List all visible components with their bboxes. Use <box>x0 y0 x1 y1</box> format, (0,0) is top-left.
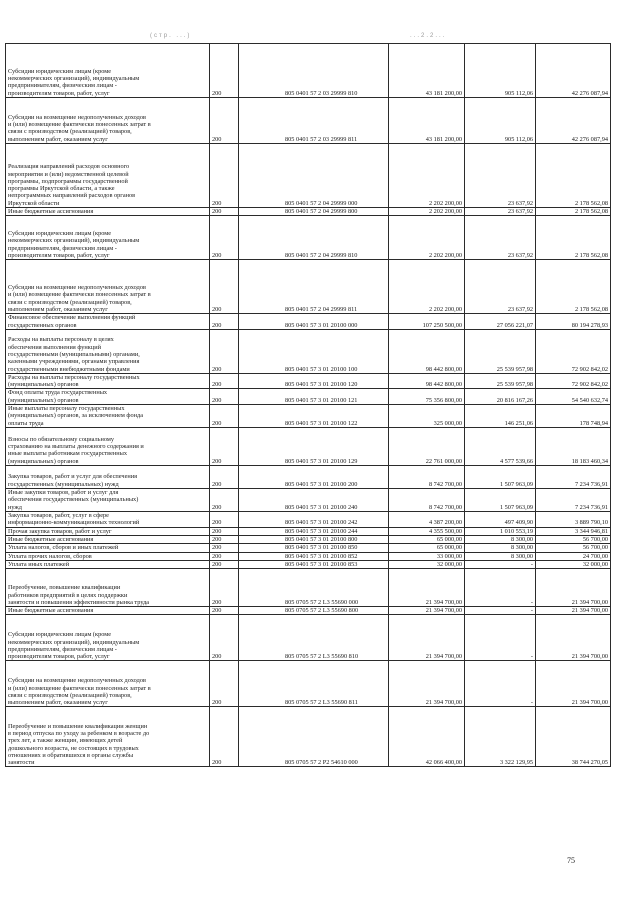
row-budget-code: 805 0705 57 2 L3 55690 811 <box>239 661 389 707</box>
row-remaining-amount: 7 234 736,91 <box>536 489 611 512</box>
row-remaining-amount: 72 902 842,02 <box>536 373 611 389</box>
row-executed-amount: 905 112,06 <box>465 98 536 144</box>
row-budget-code: 805 0705 57 2 L3 55690 000 <box>239 569 389 607</box>
row-remaining-amount: 24 700,00 <box>536 552 611 560</box>
row-name: Субсидии юридическим лицам (кроме некоммерческих организаций), индивидуальным предпринимателям, физическим лицам - производителям товаров, работ, услуг <box>6 615 210 661</box>
row-approved-amount: 21 394 700,00 <box>389 661 465 707</box>
row-code: 200 <box>210 144 239 208</box>
row-approved-amount: 8 742 700,00 <box>389 466 465 489</box>
row-name: Финансовое обеспечение выполнения функций государственных органов <box>6 314 210 330</box>
row-remaining-amount: 56 700,00 <box>536 544 611 552</box>
table-row <box>6 466 611 489</box>
row-approved-amount: 98 442 800,00 <box>389 373 465 389</box>
table-row <box>6 707 611 767</box>
row-remaining-amount: 2 178 562,08 <box>536 216 611 260</box>
row-budget-code: 805 0401 57 3 01 20100 120 <box>239 373 389 389</box>
row-code: 200 <box>210 44 239 98</box>
row-remaining-amount: 178 748,94 <box>536 405 611 428</box>
row-code: 200 <box>210 373 239 389</box>
row-approved-amount: 21 394 700,00 <box>389 569 465 607</box>
row-name: Уплата налогов, сборов и иных платежей <box>6 544 210 552</box>
row-executed-amount: 1 507 963,09 <box>465 466 536 489</box>
row-remaining-amount: 3 889 790,10 <box>536 512 611 528</box>
row-budget-code: 805 0401 57 3 01 20100 244 <box>239 527 389 535</box>
row-executed-amount: 8 300,00 <box>465 552 536 560</box>
row-name: Субсидии на возмещение недополученных доходов и (или) возмещение фактически понесенных затрат в связи с производством (реализацией) товаров, выполнением работ, оказанием услуг <box>6 661 210 707</box>
header-mark-right: ...2.2... <box>410 33 447 39</box>
row-approved-amount: 98 442 800,00 <box>389 329 465 373</box>
row-remaining-amount: 21 394 700,00 <box>536 569 611 607</box>
row-budget-code: 805 0401 57 3 01 20100 850 <box>239 544 389 552</box>
row-budget-code: 805 0401 57 2 04 29999 810 <box>239 216 389 260</box>
row-executed-amount: 1 010 553,19 <box>465 527 536 535</box>
row-approved-amount: 325 000,00 <box>389 405 465 428</box>
row-approved-amount: 33 000,00 <box>389 552 465 560</box>
table-row <box>6 512 611 528</box>
row-approved-amount: 2 202 200,00 <box>389 144 465 208</box>
row-remaining-amount: 21 394 700,00 <box>536 661 611 707</box>
row-executed-amount: - <box>465 607 536 615</box>
row-budget-code: 805 0705 57 2 L3 55690 810 <box>239 615 389 661</box>
row-code: 200 <box>210 329 239 373</box>
row-code: 200 <box>210 489 239 512</box>
row-remaining-amount: 2 178 562,08 <box>536 144 611 208</box>
table-row <box>6 535 611 543</box>
row-code: 200 <box>210 544 239 552</box>
row-budget-code: 805 0401 57 3 01 20100 800 <box>239 535 389 543</box>
table-row <box>6 544 611 552</box>
row-executed-amount: 1 507 963,09 <box>465 489 536 512</box>
table-row <box>6 208 611 216</box>
row-executed-amount: - <box>465 615 536 661</box>
row-budget-code: 805 0401 57 3 01 20100 129 <box>239 428 389 466</box>
row-budget-code: 805 0401 57 2 03 29999 810 <box>239 44 389 98</box>
row-code: 200 <box>210 707 239 767</box>
row-executed-amount: 497 409,90 <box>465 512 536 528</box>
row-remaining-amount: 7 234 736,91 <box>536 466 611 489</box>
row-code: 200 <box>210 661 239 707</box>
row-code: 200 <box>210 569 239 607</box>
table-row <box>6 560 611 568</box>
row-code: 200 <box>210 607 239 615</box>
row-executed-amount: - <box>465 661 536 707</box>
row-name: Закупка товаров, работ и услуг для обеспечения государственных (муниципальных) нужд <box>6 466 210 489</box>
row-code: 200 <box>210 512 239 528</box>
row-executed-amount: - <box>465 569 536 607</box>
row-code: 200 <box>210 560 239 568</box>
row-name: Иные выплаты персоналу государственных (муниципальных) органов, за исключением фонда оплаты труда <box>6 405 210 428</box>
row-approved-amount: 22 761 000,00 <box>389 428 465 466</box>
page-number: 75 <box>567 856 575 865</box>
row-budget-code: 805 0401 57 3 01 20100 000 <box>239 314 389 330</box>
table-row <box>6 98 611 144</box>
row-name: Иные бюджетные ассигнования <box>6 607 210 615</box>
row-approved-amount: 2 202 200,00 <box>389 208 465 216</box>
row-budget-code: 805 0401 57 2 04 29999 000 <box>239 144 389 208</box>
row-name: Фонд оплаты труда государственных (муниципальных) органов <box>6 389 210 405</box>
row-code: 200 <box>210 389 239 405</box>
row-name: Закупка товаров, работ, услуг в сфере информационно-коммуникационных технологий <box>6 512 210 528</box>
row-code: 200 <box>210 98 239 144</box>
row-executed-amount: 20 816 167,26 <box>465 389 536 405</box>
row-approved-amount: 4 355 500,00 <box>389 527 465 535</box>
row-budget-code: 805 0705 57 2 L3 55690 800 <box>239 607 389 615</box>
table-row <box>6 44 611 98</box>
row-budget-code: 805 0401 57 3 01 20100 242 <box>239 512 389 528</box>
table-row <box>6 329 611 373</box>
row-budget-code: 805 0401 57 2 04 29999 800 <box>239 208 389 216</box>
row-code: 200 <box>210 535 239 543</box>
row-code: 200 <box>210 615 239 661</box>
row-remaining-amount: 21 394 700,00 <box>536 615 611 661</box>
row-approved-amount: 2 202 200,00 <box>389 216 465 260</box>
row-name: Взносы по обязательному социальному страхованию на выплаты денежного содержания и иные выплаты работникам государственных (муниципальных) органов <box>6 428 210 466</box>
row-executed-amount: 23 637,92 <box>465 260 536 314</box>
row-budget-code: 805 0401 57 3 01 20100 122 <box>239 405 389 428</box>
row-budget-code: 805 0401 57 2 03 29999 811 <box>239 98 389 144</box>
row-budget-code: 805 0401 57 3 01 20100 100 <box>239 329 389 373</box>
table-row <box>6 389 611 405</box>
row-approved-amount: 43 181 200,00 <box>389 44 465 98</box>
row-code: 200 <box>210 208 239 216</box>
table-row <box>6 615 611 661</box>
row-remaining-amount: 42 276 087,94 <box>536 98 611 144</box>
row-executed-amount: 25 539 957,98 <box>465 329 536 373</box>
row-budget-code: 805 0401 57 2 04 29999 811 <box>239 260 389 314</box>
row-name: Иные бюджетные ассигнования <box>6 535 210 543</box>
row-remaining-amount: 2 178 562,08 <box>536 260 611 314</box>
row-executed-amount: 3 322 129,95 <box>465 707 536 767</box>
table-row <box>6 428 611 466</box>
row-approved-amount: 4 387 200,00 <box>389 512 465 528</box>
table-row <box>6 569 611 607</box>
row-executed-amount: 4 577 539,66 <box>465 428 536 466</box>
row-name: Переобучение, повышение квалификации работников предприятий в целях поддержки занятости и повышения эффективности рынка труда <box>6 569 210 607</box>
table-row <box>6 405 611 428</box>
row-executed-amount: 8 300,00 <box>465 535 536 543</box>
row-code: 200 <box>210 466 239 489</box>
row-approved-amount: 32 000,00 <box>389 560 465 568</box>
row-executed-amount: - <box>465 560 536 568</box>
row-approved-amount: 65 000,00 <box>389 535 465 543</box>
row-name: Расходы на выплаты персоналу в целях обеспечения выполнения функций государственными (муниципальными) органами, казенными учреждениями, органами управления государственными внебюджетными фондами <box>6 329 210 373</box>
row-name: Субсидии юридическим лицам (кроме некоммерческих организаций), индивидуальным предпринимателям, физическим лицам - производителям товаров, работ, услуг <box>6 44 210 98</box>
row-remaining-amount: 56 700,00 <box>536 535 611 543</box>
row-remaining-amount: 38 744 270,05 <box>536 707 611 767</box>
table-row <box>6 607 611 615</box>
row-name: Уплата иных платежей <box>6 560 210 568</box>
row-executed-amount: 146 251,06 <box>465 405 536 428</box>
row-approved-amount: 2 202 200,00 <box>389 260 465 314</box>
row-name: Субсидии на возмещение недополученных доходов и (или) возмещение фактически понесенных затрат в связи с производством (реализацией) товаров, выполнением работ, оказанием услуг <box>6 260 210 314</box>
row-code: 200 <box>210 405 239 428</box>
row-remaining-amount: 72 902 842,02 <box>536 329 611 373</box>
row-executed-amount: 25 539 957,98 <box>465 373 536 389</box>
row-approved-amount: 21 394 700,00 <box>389 615 465 661</box>
row-remaining-amount: 80 194 278,93 <box>536 314 611 330</box>
table-row <box>6 661 611 707</box>
row-executed-amount: 23 637,92 <box>465 144 536 208</box>
row-name: Реализация направлений расходов основного мероприятия и (или) ведомственной целевой программы, подпрограммы государственной программы Иркутской области, а также непрограммных направлений расходов органов Иркутской области <box>6 144 210 208</box>
row-code: 200 <box>210 552 239 560</box>
row-name: Расходы на выплаты персоналу государственных (муниципальных) органов <box>6 373 210 389</box>
table-row <box>6 373 611 389</box>
row-approved-amount: 65 000,00 <box>389 544 465 552</box>
row-remaining-amount: 18 183 460,34 <box>536 428 611 466</box>
row-remaining-amount: 3 344 946,81 <box>536 527 611 535</box>
row-name: Иные бюджетные ассигнования <box>6 208 210 216</box>
row-name: Уплата прочих налогов, сборов <box>6 552 210 560</box>
table-row <box>6 527 611 535</box>
row-approved-amount: 43 181 200,00 <box>389 98 465 144</box>
budget-execution-table <box>5 43 611 767</box>
row-code: 200 <box>210 527 239 535</box>
row-approved-amount: 107 250 500,00 <box>389 314 465 330</box>
table-row <box>6 314 611 330</box>
row-budget-code: 805 0401 57 3 01 20100 240 <box>239 489 389 512</box>
table-row <box>6 216 611 260</box>
table-row <box>6 144 611 208</box>
table-row <box>6 489 611 512</box>
row-name: Субсидии на возмещение недополученных доходов и (или) возмещение фактически понесенных затрат в связи с производством (реализацией) товаров, выполнением работ, оказанием услуг <box>6 98 210 144</box>
row-budget-code: 805 0401 57 3 01 20100 852 <box>239 552 389 560</box>
row-code: 200 <box>210 314 239 330</box>
row-approved-amount: 42 066 400,00 <box>389 707 465 767</box>
row-name: Переобучение и повышение квалификации женщин в период отпуска по уходу за ребенком в возрасте до трех лет, а также женщин, имеющих детей дошкольного возраста, не состоящих в трудовых отношениях и обратившихся в органы службы занятости <box>6 707 210 767</box>
row-budget-code: 805 0401 57 3 01 20100 853 <box>239 560 389 568</box>
row-name: Субсидии юридическим лицам (кроме некоммерческих организаций), индивидуальным предпринимателям, физическим лицам - производителям товаров, работ, услуг <box>6 216 210 260</box>
table-body <box>6 44 611 767</box>
row-executed-amount: 8 300,00 <box>465 544 536 552</box>
row-executed-amount: 23 637,92 <box>465 216 536 260</box>
row-executed-amount: 23 637,92 <box>465 208 536 216</box>
row-remaining-amount: 32 000,00 <box>536 560 611 568</box>
row-name: Прочая закупка товаров, работ и услуг <box>6 527 210 535</box>
row-budget-code: 805 0705 57 2 P2 54610 000 <box>239 707 389 767</box>
row-executed-amount: 905 112,06 <box>465 44 536 98</box>
table-row <box>6 260 611 314</box>
row-remaining-amount: 21 394 700,00 <box>536 607 611 615</box>
row-approved-amount: 8 742 700,00 <box>389 489 465 512</box>
row-budget-code: 805 0401 57 3 01 20100 200 <box>239 466 389 489</box>
row-code: 200 <box>210 216 239 260</box>
row-approved-amount: 75 356 800,00 <box>389 389 465 405</box>
row-code: 200 <box>210 260 239 314</box>
row-remaining-amount: 54 540 632,74 <box>536 389 611 405</box>
row-budget-code: 805 0401 57 3 01 20100 121 <box>239 389 389 405</box>
row-remaining-amount: 2 178 562,08 <box>536 208 611 216</box>
header-mark-left: (стр. ...) <box>150 33 192 39</box>
row-name: Иные закупки товаров, работ и услуг для обеспечения государственных (муниципальных) нужд <box>6 489 210 512</box>
row-approved-amount: 21 394 700,00 <box>389 607 465 615</box>
row-code: 200 <box>210 428 239 466</box>
row-executed-amount: 27 056 221,07 <box>465 314 536 330</box>
row-remaining-amount: 42 276 087,94 <box>536 44 611 98</box>
table-row <box>6 552 611 560</box>
